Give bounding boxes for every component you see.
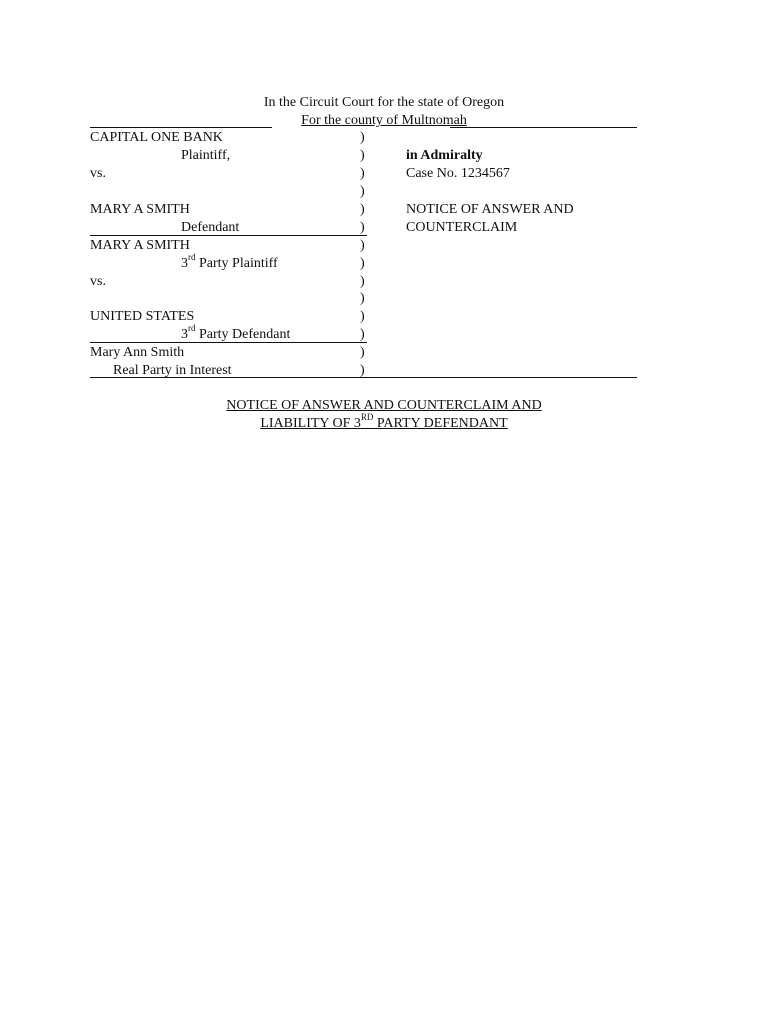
caption-paren: )	[360, 148, 365, 163]
vs-label-1: vs.	[90, 166, 106, 181]
plaintiff-role: Plaintiff,	[181, 148, 231, 163]
case-number: Case No. 1234567	[406, 166, 510, 181]
third-party-plaintiff-role: 3rd Party Plaintiff	[181, 252, 278, 271]
caption-paren: )	[360, 363, 365, 378]
caption-paren: )	[360, 202, 365, 217]
third-party-plaintiff-name: MARY A SMITH	[90, 238, 190, 253]
third-defendant-rule	[90, 342, 367, 343]
notice-heading-line2: COUNTERCLAIM	[406, 220, 518, 235]
caption-paren: )	[360, 238, 365, 253]
caption-paren: )	[360, 274, 365, 289]
third-party-defendant-name: UNITED STATES	[90, 309, 195, 324]
header-rule-left	[90, 127, 272, 128]
third-party-defendant-role: 3rd Party Defendant	[181, 323, 291, 342]
caption-paren: )	[360, 309, 365, 324]
document-title-line2: LIABILITY OF 3RD PARTY DEFENDANT	[260, 412, 508, 431]
notice-heading-line1: NOTICE OF ANSWER AND	[406, 202, 574, 217]
caption-paren: )	[360, 130, 365, 145]
county-line: For the county of Multnomah	[301, 113, 467, 128]
caption-paren: )	[360, 184, 365, 199]
real-party-name: Mary Ann Smith	[90, 345, 185, 360]
defendant-rule	[90, 235, 367, 236]
defendant-name: MARY A SMITH	[90, 202, 190, 217]
caption-paren: )	[360, 256, 365, 271]
header-rule-right	[450, 127, 637, 128]
caption-paren: )	[360, 345, 365, 360]
defendant-role: Defendant	[181, 220, 240, 235]
caption-paren: )	[360, 220, 365, 235]
plaintiff-name: CAPITAL ONE BANK	[90, 130, 223, 145]
caption-paren: )	[360, 327, 365, 342]
real-party-role: Real Party in Interest	[113, 363, 232, 378]
document-title-line1: NOTICE OF ANSWER AND COUNTERCLAIM AND	[226, 398, 542, 413]
court-line: In the Circuit Court for the state of Oregon	[263, 95, 505, 110]
caption-paren: )	[360, 291, 365, 306]
caption-paren: )	[360, 166, 365, 181]
admiralty-label: in Admiralty	[406, 148, 483, 163]
vs-label-2: vs.	[90, 274, 106, 289]
